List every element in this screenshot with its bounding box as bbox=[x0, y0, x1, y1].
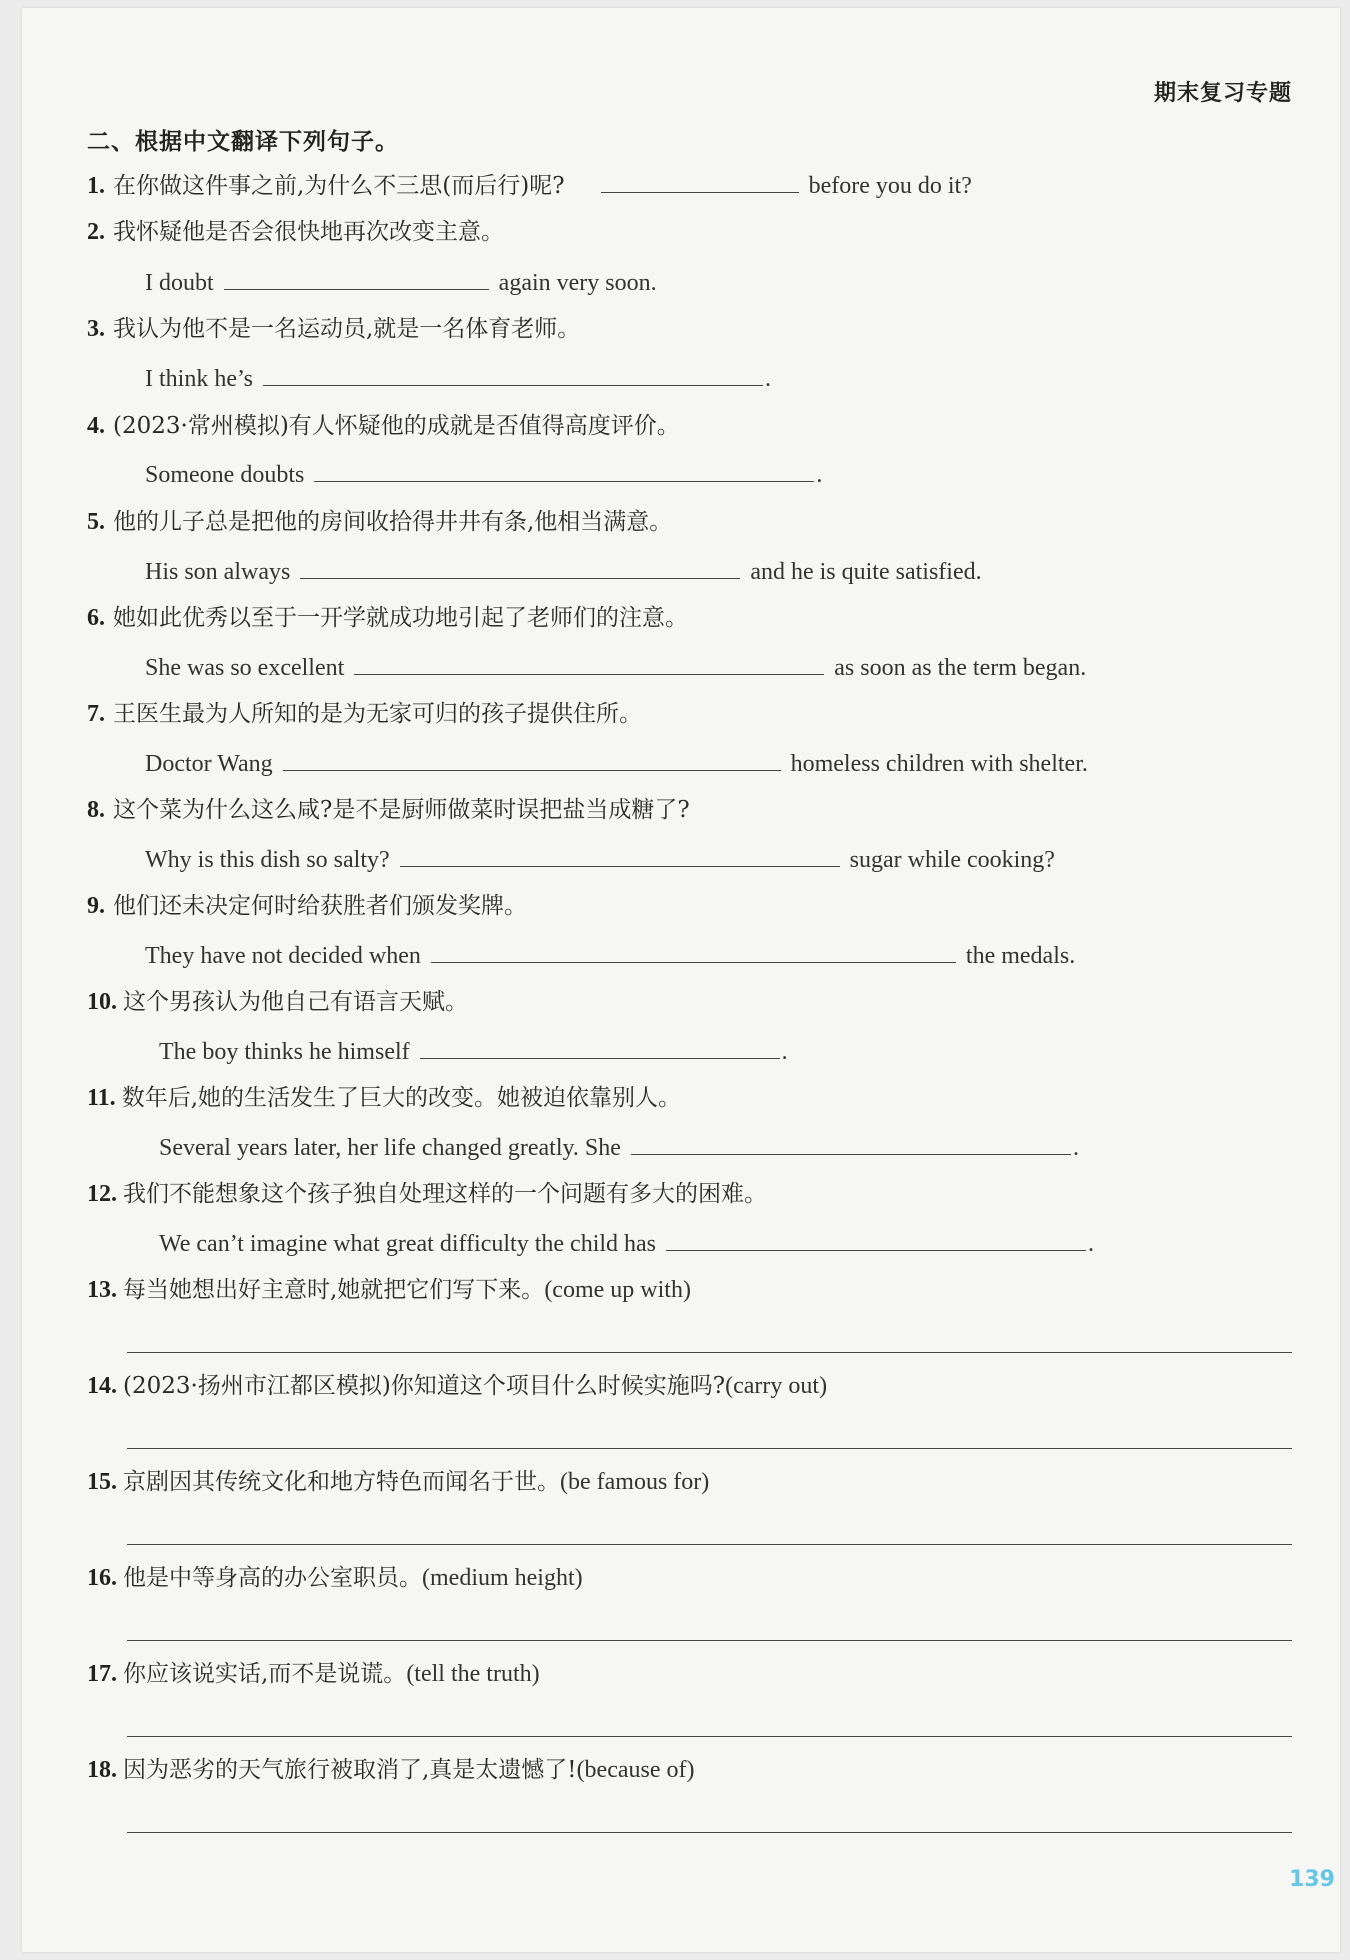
question-number: 3. bbox=[87, 316, 105, 342]
page-header-title: 期末复习专题 bbox=[1153, 81, 1292, 106]
answer-blank[interactable] bbox=[420, 1036, 780, 1059]
sentence-before: She was so excellent bbox=[145, 655, 345, 681]
question-number: 5. bbox=[87, 509, 105, 535]
question-3 bbox=[87, 314, 580, 344]
answer-blank[interactable] bbox=[601, 170, 799, 193]
question-hint: (because of) bbox=[576, 1757, 695, 1783]
sentence-before: Why is this dish so salty? bbox=[145, 847, 390, 873]
question-5 bbox=[87, 507, 672, 537]
question-5-english bbox=[145, 556, 982, 586]
answer-blank[interactable] bbox=[283, 748, 781, 771]
question-number: 17. bbox=[87, 1661, 117, 1687]
answer-blank[interactable] bbox=[224, 267, 489, 290]
question-chinese: (2023·常州模拟)有人怀疑他的成就是否值得高度评价。 bbox=[113, 413, 680, 439]
question-chinese: 他们还未决定何时给获胜者们颁发奖牌。 bbox=[113, 893, 527, 919]
question-hint: (medium height) bbox=[422, 1565, 583, 1591]
sentence-after: . bbox=[781, 1039, 788, 1065]
sentence-after: sugar while cooking? bbox=[849, 847, 1055, 873]
question-hint: (come up with) bbox=[544, 1277, 691, 1303]
sentence-before: They have not decided when bbox=[145, 943, 421, 969]
question-chinese: 他是中等身高的办公室职员。 bbox=[123, 1565, 422, 1591]
question-10-english bbox=[159, 1036, 788, 1066]
question-18 bbox=[87, 1755, 695, 1785]
question-number: 1. bbox=[87, 173, 105, 199]
question-12 bbox=[87, 1179, 767, 1209]
question-9 bbox=[87, 891, 527, 921]
question-number: 8. bbox=[87, 797, 105, 823]
sentence-after: . bbox=[1072, 1135, 1079, 1161]
question-number: 7. bbox=[87, 701, 105, 727]
sentence-before: Doctor Wang bbox=[145, 751, 273, 777]
question-chinese: 他的儿子总是把他的房间收拾得井井有条,他相当满意。 bbox=[113, 509, 673, 535]
question-hint: (tell the truth) bbox=[406, 1661, 540, 1687]
question-9-english bbox=[145, 940, 1075, 970]
answer-line[interactable] bbox=[127, 1832, 1292, 1833]
question-number: 2. bbox=[87, 219, 105, 245]
sentence-before: Someone doubts bbox=[145, 462, 305, 488]
answer-blank[interactable] bbox=[300, 556, 740, 579]
question-2-english bbox=[145, 267, 657, 297]
answer-blank[interactable] bbox=[314, 459, 814, 482]
sentence-before: I doubt bbox=[145, 270, 214, 296]
question-10 bbox=[87, 987, 468, 1017]
sentence-after: homeless children with shelter. bbox=[790, 751, 1088, 777]
page-number: 139 bbox=[1289, 1867, 1335, 1892]
answer-line[interactable] bbox=[127, 1736, 1292, 1737]
section-title: 二、根据中文翻译下列句子。 bbox=[87, 129, 399, 155]
question-4 bbox=[87, 411, 680, 441]
answer-line[interactable] bbox=[127, 1640, 1292, 1641]
question-chinese: 你应该说实话,而不是说谎。 bbox=[123, 1661, 407, 1687]
question-14 bbox=[87, 1371, 827, 1401]
sentence-after: the medals. bbox=[965, 943, 1076, 969]
answer-blank[interactable] bbox=[631, 1132, 1071, 1155]
question-chinese: 京剧因其传统文化和地方特色而闻名于世。 bbox=[123, 1469, 560, 1495]
sentence-after: again very soon. bbox=[498, 270, 657, 296]
sentence-after: as soon as the term began. bbox=[834, 655, 1087, 681]
question-number: 16. bbox=[87, 1565, 117, 1591]
question-chinese: 王医生最为人所知的是为无家可归的孩子提供住所。 bbox=[113, 701, 642, 727]
sentence-before: I think he’s bbox=[145, 366, 253, 392]
answer-line[interactable] bbox=[127, 1448, 1292, 1449]
question-6 bbox=[87, 603, 688, 633]
answer-blank[interactable] bbox=[354, 652, 824, 675]
sentence-before: We can’t imagine what great difficulty the child has bbox=[159, 1231, 657, 1257]
answer-blank[interactable] bbox=[666, 1228, 1086, 1251]
question-number: 9. bbox=[87, 893, 105, 919]
answer-blank[interactable] bbox=[400, 844, 840, 867]
sentence-after: and he is quite satisfied. bbox=[750, 559, 982, 585]
sentence-before: His son always bbox=[145, 559, 291, 585]
question-7 bbox=[87, 699, 642, 729]
question-chinese: 每当她想出好主意时,她就把它们写下来。 bbox=[123, 1277, 545, 1303]
question-number: 18. bbox=[87, 1757, 117, 1783]
question-13 bbox=[87, 1275, 691, 1305]
question-chinese: 她如此优秀以至于一开学就成功地引起了老师们的注意。 bbox=[113, 605, 688, 631]
question-number: 11. bbox=[87, 1085, 116, 1111]
question-8-english bbox=[145, 844, 1055, 874]
question-1 bbox=[87, 170, 972, 200]
question-number: 15. bbox=[87, 1469, 117, 1495]
question-17 bbox=[87, 1659, 540, 1689]
question-chinese: 我们不能想象这个孩子独自处理这样的一个问题有多大的困难。 bbox=[123, 1181, 767, 1207]
question-2 bbox=[87, 217, 504, 247]
question-6-english bbox=[145, 652, 1086, 682]
question-number: 12. bbox=[87, 1181, 117, 1207]
question-number: 13. bbox=[87, 1277, 117, 1303]
question-number: 14. bbox=[87, 1373, 117, 1399]
question-16 bbox=[87, 1563, 583, 1593]
question-chinese: 我认为他不是一名运动员,就是一名体育老师。 bbox=[113, 316, 581, 342]
question-3-english bbox=[145, 363, 771, 393]
answer-blank[interactable] bbox=[263, 363, 763, 386]
sentence-after: before you do it? bbox=[808, 173, 972, 199]
question-8 bbox=[87, 795, 690, 825]
answer-line[interactable] bbox=[127, 1544, 1292, 1545]
question-number: 4. bbox=[87, 413, 105, 439]
sentence-before: The boy thinks he himself bbox=[159, 1039, 410, 1065]
sentence-after: . bbox=[765, 366, 771, 392]
answer-blank[interactable] bbox=[431, 940, 956, 963]
question-12-english bbox=[159, 1228, 1094, 1258]
answer-line[interactable] bbox=[127, 1352, 1292, 1353]
question-11-english bbox=[159, 1132, 1079, 1162]
question-chinese: 我怀疑他是否会很快地再次改变主意。 bbox=[113, 219, 504, 245]
question-chinese: 这个男孩认为他自己有语言天赋。 bbox=[123, 989, 468, 1015]
question-chinese: 因为恶劣的天气旅行被取消了,真是太遗憾了! bbox=[123, 1757, 577, 1783]
question-4-english bbox=[145, 459, 822, 489]
question-7-english bbox=[145, 748, 1088, 778]
question-chinese: 数年后,她的生活发生了巨大的改变。她被迫依靠别人。 bbox=[121, 1085, 681, 1111]
question-hint: (be famous for) bbox=[560, 1469, 710, 1495]
sentence-after: . bbox=[1088, 1231, 1095, 1257]
sentence-after: . bbox=[816, 462, 823, 488]
question-11 bbox=[87, 1083, 681, 1113]
question-number: 10. bbox=[87, 989, 117, 1015]
question-number: 6. bbox=[87, 605, 105, 631]
sentence-before: Several years later, her life changed greatly. She bbox=[159, 1135, 621, 1161]
question-chinese: 在你做这件事之前,为什么不三思(而后行)呢? bbox=[113, 173, 565, 199]
question-hint: (carry out) bbox=[725, 1373, 828, 1399]
question-chinese: (2023·扬州市江都区模拟)你知道这个项目什么时候实施吗? bbox=[123, 1373, 726, 1399]
question-chinese: 这个菜为什么这么咸?是不是厨师做菜时误把盐当成糖了? bbox=[113, 797, 690, 823]
question-15 bbox=[87, 1467, 709, 1497]
